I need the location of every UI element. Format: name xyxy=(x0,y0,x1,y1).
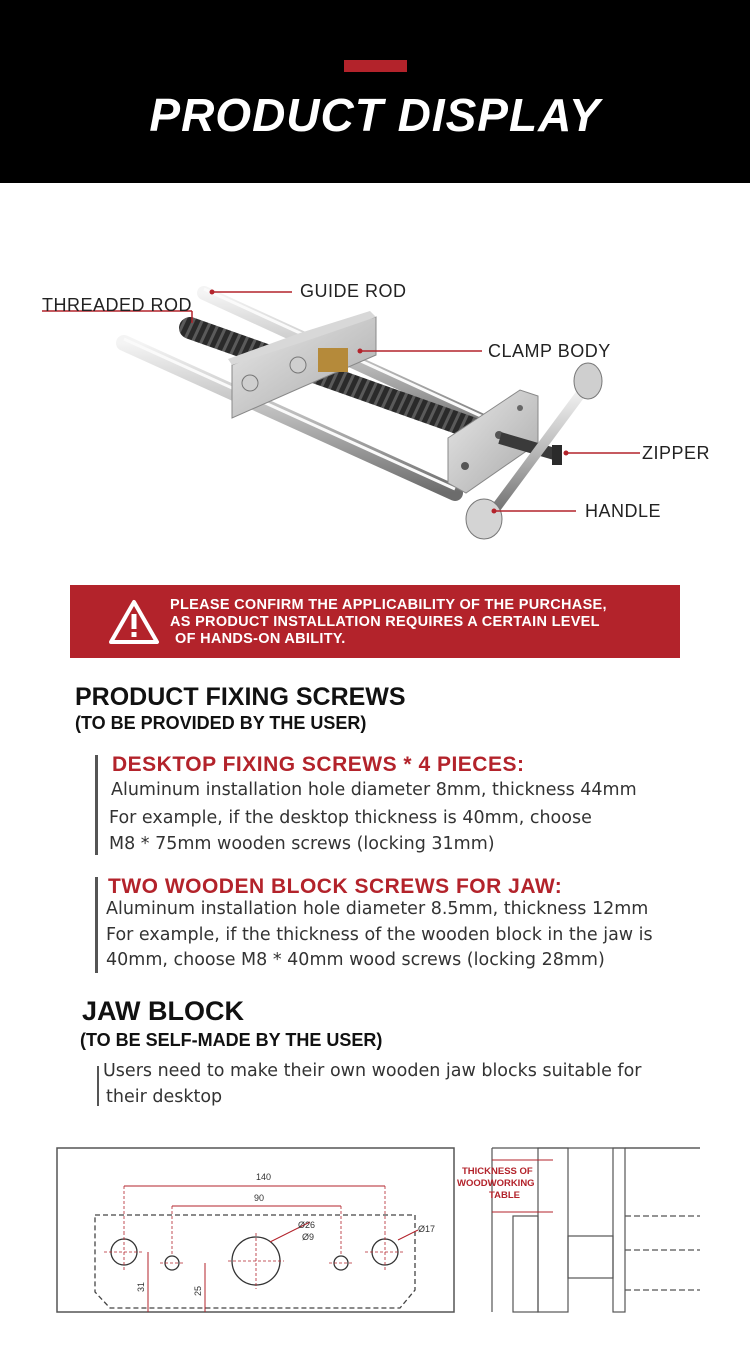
desktop-divider xyxy=(95,755,98,855)
jaw-block-subtitle: (TO BE SELF-MADE BY THE USER) xyxy=(80,1030,383,1050)
jaw-line-2: For example, if the thickness of the wooden block in the jaw is xyxy=(106,925,653,945)
side-view xyxy=(457,1148,700,1312)
warning-line-3: OF HANDS-ON ABILITY. xyxy=(175,631,346,647)
dim-d17: Ø17 xyxy=(418,1224,436,1234)
desktop-line-1: Aluminum installation hole diameter 8mm, thickness 44mm xyxy=(111,780,637,800)
desktop-heading: DESKTOP FIXING SCREWS * 4 PIECES: xyxy=(112,753,525,776)
dim-d9: Ø9 xyxy=(302,1232,315,1242)
jaw-line-1: Aluminum installation hole diameter 8.5mm, thickness 12mm xyxy=(106,899,649,919)
page-title: PRODUCT DISPLAY xyxy=(149,89,601,141)
warning-icon xyxy=(108,599,160,645)
dim-140: 140 xyxy=(256,1172,272,1182)
dim-25: 25 xyxy=(193,1285,203,1296)
warning-line-2: AS PRODUCT INSTALLATION REQUIRES A CERTAIN LEVEL xyxy=(170,614,600,630)
callout-clamp-body: CLAMP BODY xyxy=(488,341,611,361)
jaw-block-divider xyxy=(97,1066,99,1106)
jaw-drawings xyxy=(0,1140,750,1354)
fixing-title: PRODUCT FIXING SCREWS xyxy=(75,683,406,711)
table-label-2: WOODWORKING xyxy=(457,1178,535,1189)
page-header xyxy=(0,0,750,183)
dim-d26: Ø26 xyxy=(298,1220,316,1230)
header-accent-bar xyxy=(344,60,407,72)
fixing-subtitle: (TO BE PROVIDED BY THE USER) xyxy=(75,713,367,733)
desktop-line-3: M8 * 75mm wooden screws (locking 31mm) xyxy=(109,834,495,854)
warning-banner xyxy=(70,585,680,658)
table-label-1: THICKNESS OF xyxy=(462,1166,533,1177)
dim-31: 31 xyxy=(136,1281,146,1292)
callout-guide-rod: GUIDE ROD xyxy=(300,281,407,301)
callout-handle: HANDLE xyxy=(585,501,662,521)
jaw-line-3: 40mm, choose M8 * 40mm wood screws (locking 28mm) xyxy=(106,950,605,970)
jaw-block-line-2: their desktop xyxy=(106,1087,223,1107)
jaw-heading: TWO WOODEN BLOCK SCREWS FOR JAW: xyxy=(108,875,563,898)
callout-zipper: ZIPPER xyxy=(642,443,711,463)
product-illustration xyxy=(0,183,750,573)
warning-text xyxy=(170,597,607,648)
desktop-line-2: For example, if the desktop thickness is 40mm, choose xyxy=(109,808,592,828)
jaw-block-line-1: Users need to make their own wooden jaw blocks suitable for xyxy=(103,1061,642,1081)
dim-90: 90 xyxy=(254,1193,265,1203)
clamp-body xyxy=(228,311,376,418)
table-label-3: TABLE xyxy=(489,1190,520,1201)
warning-line-1: PLEASE CONFIRM THE APPLICABILITY OF THE PURCHASE, xyxy=(170,597,607,613)
jaw-divider xyxy=(95,877,98,973)
jaw-block-title: JAW BLOCK xyxy=(82,996,244,1026)
jaw-outline xyxy=(95,1215,415,1308)
technical-drawing xyxy=(0,1140,750,1354)
callout-threaded-rod: THREADED ROD xyxy=(42,295,193,315)
